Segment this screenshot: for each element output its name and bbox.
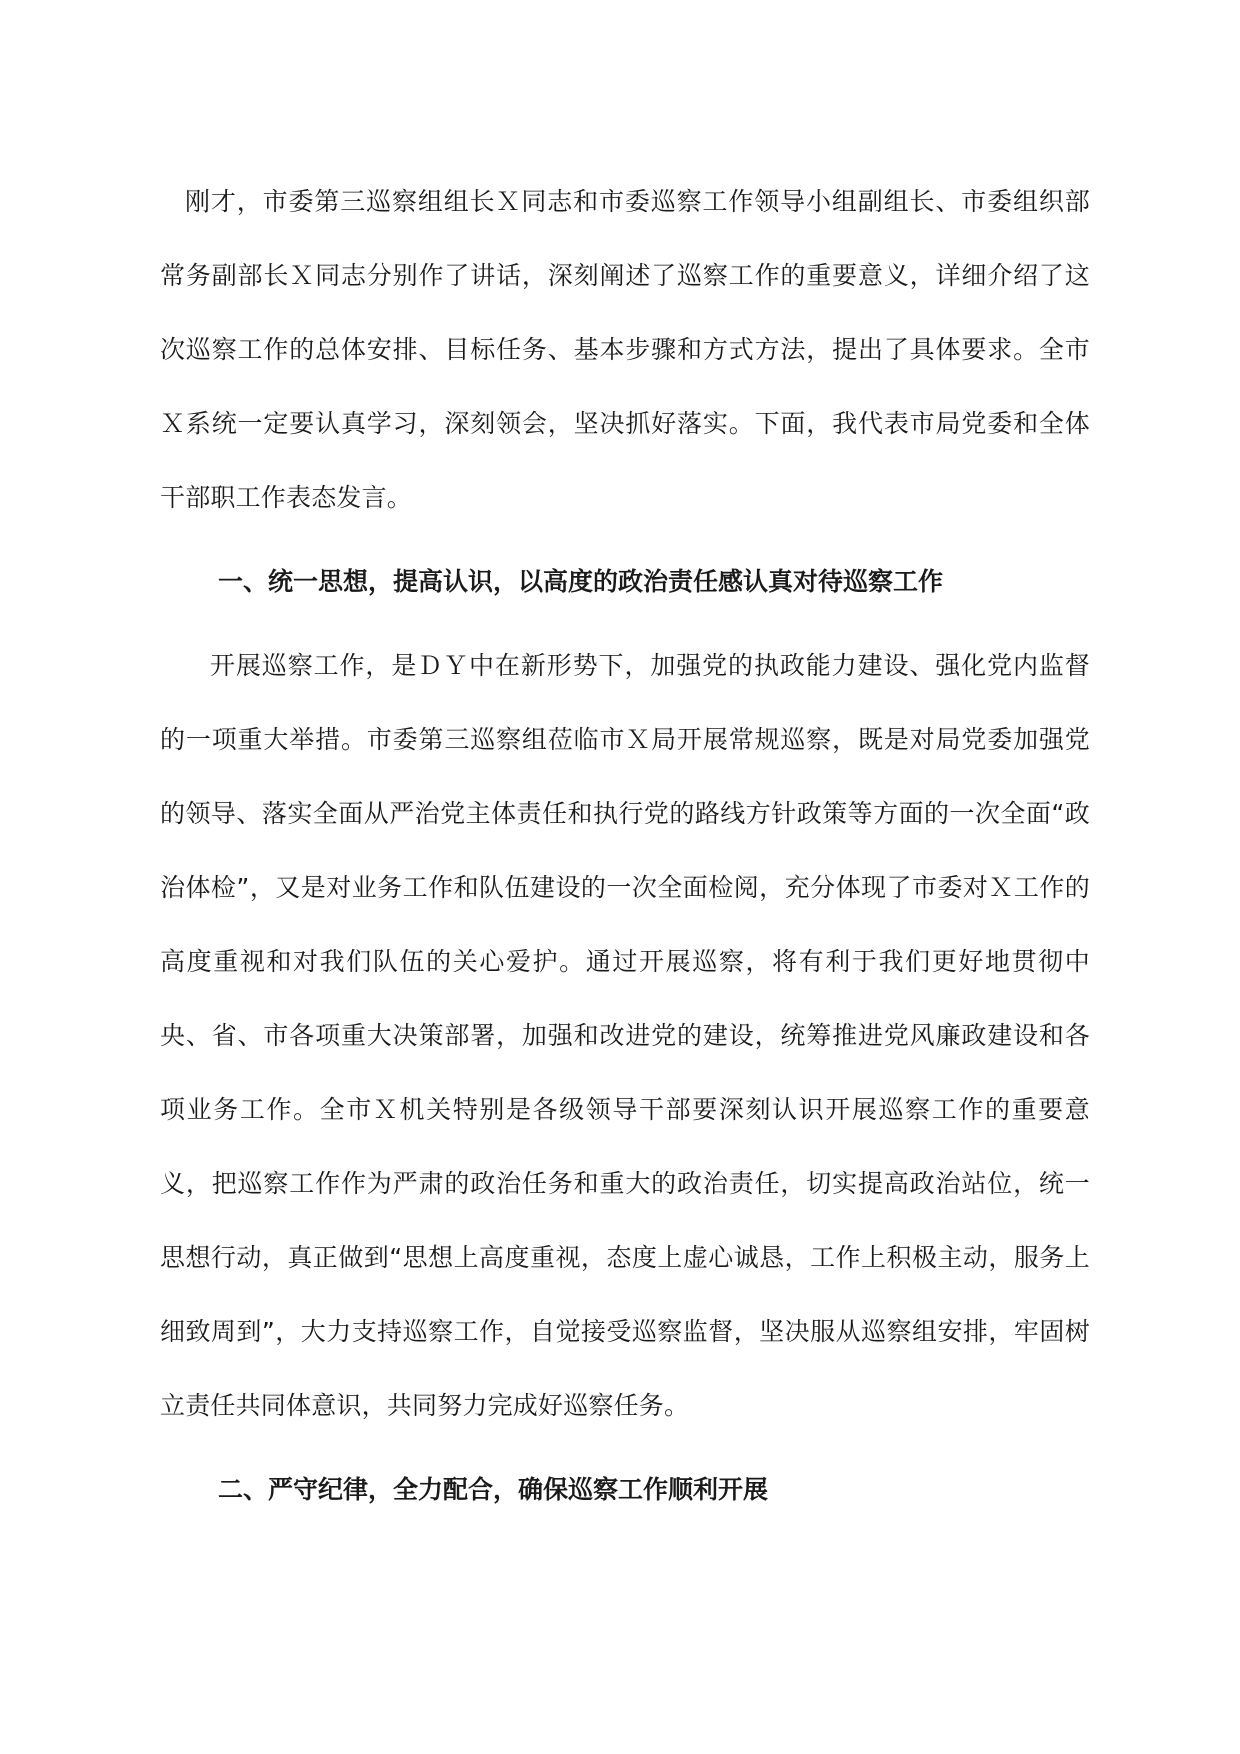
intro-paragraph: 刚才，市委第三巡察组组长Ｘ同志和市委巡察工作领导小组副组长、市委组织部常务副部长Ｘ同志分别作了讲话，深刻阐述了巡察工作的重要意义，详细介绍了这次巡察工作的总体安排、目标任务、基本步骤和方式方法，提出了具体要求。全市 Ｘ系统一定要认真学习，深刻领会，坚决抓好落实。下面，我代表市局党委和全体干部职工作表态发言。 (160, 187, 1090, 512)
section-heading-2: 二、严守纪律，全力配合，确保巡察工作顺利开展 (218, 1475, 769, 1504)
section-heading-1: 一、统一思想，提高认识，以高度的政治责任感认真对待巡察工作 (218, 567, 944, 596)
document-page (160, 165, 1090, 1527)
section-1-paragraph: 开展巡察工作，是ＤＹ中在新形势下，加强党的执政能力建设、强化党内监督的一项重大举措。市委第三巡察组莅临市Ｘ局开展常规巡察，既是对局党委加强党的领导、落实全面从严治党主体责任和执行党的路线方针政策等方面的一次全面“政治体检”，又是对业务工作和队伍建设的一次全面检阅，充分体现了市委对Ｘ工作的高度重视和对我们队伍的关心爱护。通过开展巡察，将有利于我们更好地贯彻中央、省、市各项重大决策部署，加强和改进党的建设，统筹推进党风廉政建设和各项业务工作。全市Ｘ机关特别是各级领导干部要深刻认识开展巡察工作的重要意义，把巡察工作作为严肃的政治任务和重大的政治责任，切实提高政治站位，统一思想行动，真正做到“思想上高度重视，态度上虚心诚恳，工作上积极主动，服务上细致周到”，大力支持巡察工作，自觉接受巡察监督，坚决服从巡察组安排，牢固树立责任共同体意识，共同努力完成好巡察任务。 (160, 651, 1090, 1420)
